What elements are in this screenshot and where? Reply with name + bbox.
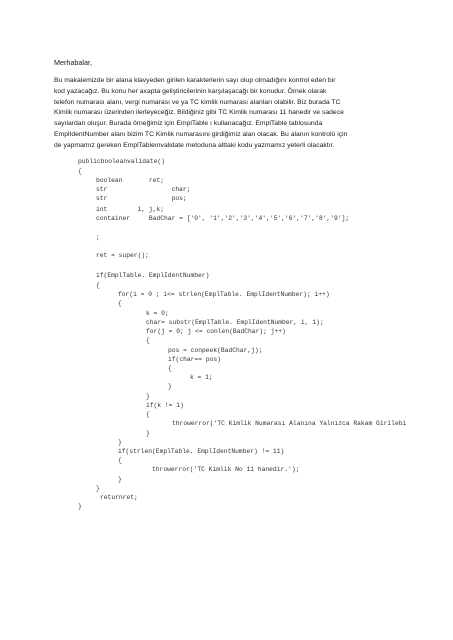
code-line: { [146, 337, 150, 344]
code-line: container BadChar = ['0', '1','2','3','4','5','6','7','8','9']; [96, 215, 350, 222]
code-line: { [96, 282, 100, 289]
code-line: pos = conpeek(BadChar,j); [168, 347, 263, 354]
code-line: if(strlen(EmplTable. EmplIdentNumber) != 11) [118, 448, 285, 455]
intro-line: telefon numarası alanı, vergi numarası ve ya TC kimlik numarası alanları olabilir. Biz burada TC [54, 98, 341, 106]
code-line: k = 1; [190, 374, 213, 381]
code-line: } [96, 485, 100, 492]
code-line: for(i = 0 ; i<= strlen(EmplTable. EmplIdentNumber); i++) [118, 291, 330, 298]
intro-line: de yapmamız gereken EmplTableınvalidate metoduna alttaki kodu yazmamız yeterli olacaktır. [54, 141, 335, 149]
code-line: { [146, 411, 150, 418]
intro-line: Bu makalemizde bir alana klavyeden girilen karakterlerin sayı olup olmadığını kontrol eden bir [54, 77, 336, 84]
code-line: publicbooleanvalidate() [78, 158, 165, 165]
code-line: ; [96, 234, 100, 241]
code-line: { [78, 168, 82, 175]
intro-line: kod yazacağız. Bu konu her axapta geliştiricilerinin karşılaşacağı bir konudur. Örnek olarak [54, 87, 327, 95]
code-line: int i, j,k; [96, 206, 165, 213]
code-line: boolean ret; [96, 177, 165, 184]
code-line: } [118, 439, 122, 446]
code-line: k = 0; [146, 310, 169, 317]
code-line: throwerror('TC Kimlik Numarası Alanına Yalnızca Rakam Girilebi [172, 420, 407, 427]
code-line: if(char== pos) [168, 356, 221, 363]
code-line: } [146, 430, 150, 437]
code-line: ret = super(); [96, 252, 149, 259]
intro-line: EmplIdentNumber alanı bizim TC Kimlik numarasını girdiğimiz alan olacak. Bu alanın kontrolü için [54, 130, 348, 138]
intro-line: sayılardan oluşur. Burada örneğimiz için EmplTable ı kullanacağız. EmplTable tablosunda [54, 120, 323, 128]
code-line: { [118, 457, 122, 464]
code-line: { [168, 365, 172, 372]
code-line: } [118, 476, 122, 483]
code-line: if(EmplTable. EmplIdentNumber) [96, 272, 210, 279]
code-line: for(j = 0; j <= conlen(BadChar); j++) [146, 328, 286, 335]
code-line: str pos; [96, 195, 187, 202]
code-line: { [118, 300, 122, 307]
code-line: throwerror('TC Kimlik No 11 hanedir.'); [152, 466, 300, 473]
code-line: } [146, 393, 150, 400]
code-line: char= substr(EmplTable. EmplIdentNumber, i, 1); [146, 319, 324, 326]
code-line: } [168, 383, 172, 390]
greeting-text: Merhabalar, [54, 58, 92, 67]
intro-line: Kimlik numarası üzerinden ilerleyeceğiz. Bildiğiniz gibi TC Kimlik numarası 11 hanedir ve sadece [54, 109, 344, 117]
code-line: returnret; [100, 494, 138, 501]
code-line: str char; [96, 186, 191, 193]
code-line: } [78, 503, 82, 510]
code-line: if(k != 1) [146, 402, 184, 409]
